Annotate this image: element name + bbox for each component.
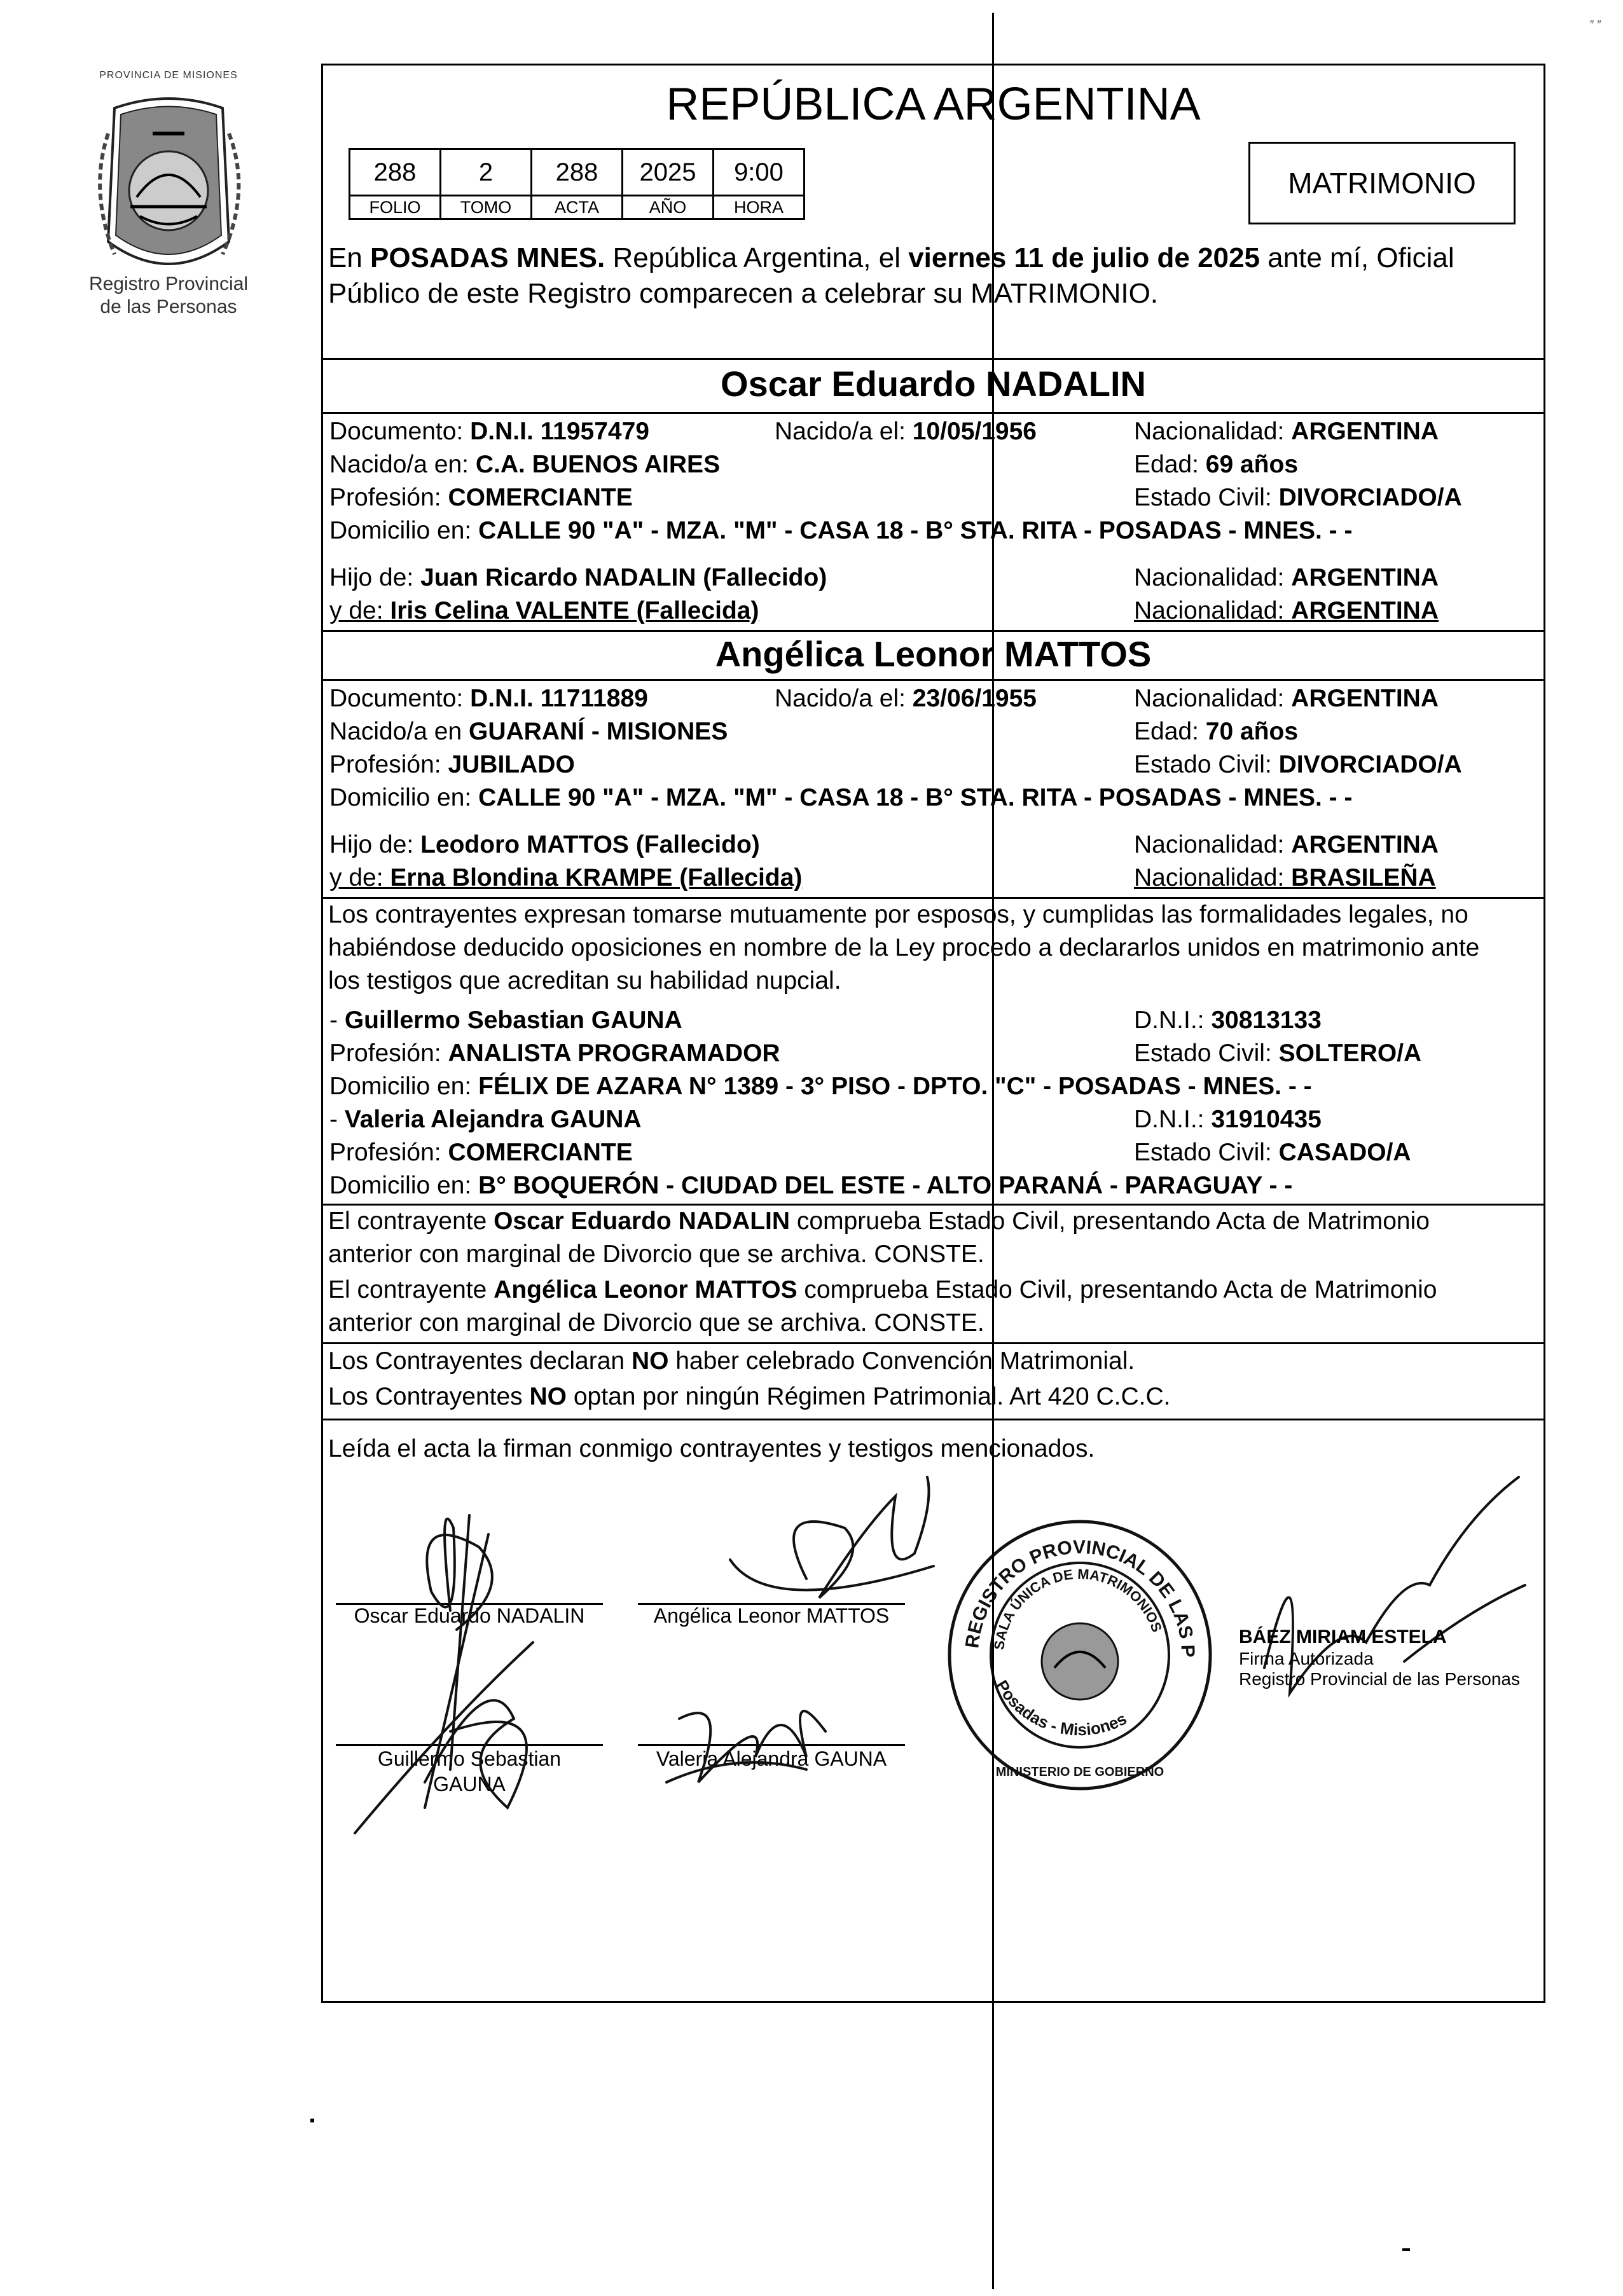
regime-line2: Los Contrayentes NO optan por ningún Régimen Patrimonial. Art 420 C.C.C. <box>328 1383 1171 1410</box>
regime-line1: Los Contrayentes declaran NO haber celebrado Convención Matrimonial. <box>328 1347 1135 1375</box>
margin-marks: ″ ″ <box>1590 18 1601 31</box>
spouse2-mother: y de: Erna Blondina KRAMPE (Fallecida) Nacionalidad: BRASILEÑA <box>329 864 1436 891</box>
stamp-ministry-text: MINISTERIO DE GOBIERNO <box>995 1765 1164 1779</box>
spouse1-row1: Documento: D.N.I. 11957479 Nacido/a el: 10/05/1956 Nacionalidad: ARGENTINA <box>329 418 1439 445</box>
witness1-signature <box>425 1700 527 1808</box>
spouse2-address: Domicilio en: CALLE 90 "A" - MZA. "M" - CASA 18 - B° STA. RITA - POSADAS - MNES. - - <box>329 784 1353 811</box>
hour-value: 9:00 <box>714 149 805 196</box>
stamp-inner-text: SALA ÚNICA DE MATRIMONIOS <box>991 1565 1165 1651</box>
proof1-line1: El contrayente Oscar Eduardo NADALIN comprueba Estado Civil, presentando Acta de Matrimonio <box>328 1207 1430 1235</box>
spouse2-dni: D.N.I. 11711889 <box>470 685 648 712</box>
record-type-box: MATRIMONIO <box>1248 142 1516 224</box>
stray-mark <box>310 2119 314 2122</box>
certificate-frame <box>321 64 1545 2003</box>
province-seal-icon <box>70 95 267 286</box>
fold-line <box>992 13 994 2289</box>
witness2-dni: 31910435 <box>1211 1106 1322 1133</box>
seal-text: PROVINCIA DE MISIONES <box>99 70 238 81</box>
hour-label: HORA <box>714 196 805 219</box>
spouse2-birthplace: GUARANÍ - MISIONES <box>468 718 728 745</box>
spouse2-signature <box>794 1477 929 1598</box>
spouse2-row3: Profesión: JUBILADO Estado Civil: DIVORCIADO/A <box>329 751 1462 778</box>
stamp-icon <box>940 1515 1220 1795</box>
spouse2-father: Hijo de: Leodoro MATTOS (Fallecido) Nacionalidad: ARGENTINA <box>329 831 1439 858</box>
rule <box>323 358 1544 360</box>
spouse1-birthdate: 10/05/1956 <box>912 418 1037 445</box>
folio-value: 288 <box>350 149 441 196</box>
tomo-value: 2 <box>441 149 532 196</box>
intro-line2: Público de este Registro comparecen a celebrar su MATRIMONIO. <box>328 278 1159 309</box>
spouse2-birthdate: 23/06/1955 <box>912 685 1037 712</box>
registry-logo <box>70 70 267 331</box>
intro-line1: En POSADAS MNES. República Argentina, el viernes 11 de julio de 2025 ante mí, Oficial <box>328 242 1454 273</box>
spouse1-signature-caption: Oscar Eduardo NADALIN <box>354 1604 585 1627</box>
stamp-place-text: Posadas - Misiones <box>992 1677 1130 1740</box>
spouse2-profession: JUBILADO <box>448 751 575 778</box>
rule <box>323 630 1544 632</box>
year-value: 2025 <box>623 149 714 196</box>
acta-label: ACTA <box>532 196 623 219</box>
witness1-name: - Guillermo Sebastian GAUNA D.N.I.: 30813133 <box>329 1007 1322 1034</box>
spouse1-age: 69 años <box>1205 451 1299 478</box>
witness2-signature-caption: Valeria Alejandra GAUNA <box>656 1747 887 1770</box>
declaration-line2: habiéndose deducido oposiciones en nombre de la Ley procedo a declararlos unidos en matrimonio ante <box>328 934 1480 961</box>
spouse1-dni: D.N.I. 11957479 <box>470 418 649 445</box>
rule <box>323 1342 1544 1344</box>
witness1-signature-caption-line1: Guillermo Sebastian <box>377 1747 562 1770</box>
logo-caption-line2: de las Personas <box>100 296 237 317</box>
spouse2-age: 70 años <box>1205 718 1299 745</box>
intro-place: POSADAS MNES. <box>370 242 605 273</box>
spouse1-mother: y de: Iris Celina VALENTE (Fallecida) Nacionalidad: ARGENTINA <box>329 597 1439 624</box>
spouse2-row1: Documento: D.N.I. 11711889 Nacido/a el: 23/06/1955 Nacionalidad: ARGENTINA <box>329 685 1439 712</box>
spouse2-name: Angélica Leonor MATTOS <box>715 634 1152 674</box>
declaration-line3: los testigos que acreditan su habilidad nupcial. <box>328 967 841 994</box>
witness1-dni: 30813133 <box>1211 1007 1322 1034</box>
intro-date: viernes 11 de julio de 2025 <box>908 242 1260 273</box>
witness2-profession: Profesión: COMERCIANTE Estado Civil: CASADO/A <box>329 1139 1411 1166</box>
page-title: REPÚBLICA ARGENTINA <box>666 79 1201 130</box>
spouse1-row3: Profesión: COMERCIANTE Estado Civil: DIVORCIADO/A <box>329 484 1462 511</box>
official-stamp <box>940 1515 1220 1795</box>
ledger-table <box>349 148 805 220</box>
stamp-outer-text: REGISTRO PROVINCIAL DE LAS P <box>962 1536 1199 1658</box>
stray-mark <box>1402 2248 1410 2251</box>
spouse2-row2: Nacido/a en GUARANÍ - MISIONES Edad: 70 años <box>329 718 1299 745</box>
proof1-line2: anterior con marginal de Divorcio que se archiva. CONSTE. <box>328 1241 984 1268</box>
tomo-label: TOMO <box>441 196 532 219</box>
spouse1-profession: COMERCIANTE <box>448 484 633 511</box>
declaration-line1: Los contrayentes expresan tomarse mutuamente por esposos, y cumplidas las formalidades legales, no <box>328 901 1468 928</box>
spouse1-father: Hijo de: Juan Ricardo NADALIN (Fallecido) Nacionalidad: ARGENTINA <box>329 564 1439 591</box>
spouse1-birthplace: C.A. BUENOS AIRES <box>475 451 721 478</box>
witness2-address: Domicilio en: B° BOQUERÓN - CIUDAD DEL ESTE - ALTO PARANÁ - PARAGUAY - - <box>329 1172 1293 1199</box>
spouse2-civil-status: DIVORCIADO/A <box>1278 751 1462 778</box>
acta-value: 288 <box>532 149 623 196</box>
witness1-signature-caption-line2: GAUNA <box>433 1773 506 1796</box>
spouse2-signature-caption: Angélica Leonor MATTOS <box>653 1604 890 1627</box>
year-label: AÑO <box>623 196 714 219</box>
witness2-name: - Valeria Alejandra GAUNA D.N.I.: 31910435 <box>329 1106 1322 1133</box>
witness2-signature <box>679 1711 825 1782</box>
rule <box>323 1419 1544 1420</box>
spouse1-civil-status: DIVORCIADO/A <box>1278 484 1462 511</box>
witness1-profession: Profesión: ANALISTA PROGRAMADOR Estado Civil: SOLTERO/A <box>329 1040 1422 1067</box>
proof2-line2: anterior con marginal de Divorcio que se archiva. CONSTE. <box>328 1309 984 1337</box>
rule <box>323 412 1544 414</box>
folio-label: FOLIO <box>350 196 441 219</box>
logo-caption-line1: Registro Provincial <box>88 273 249 294</box>
witness1-address: Domicilio en: FÉLIX DE AZARA N° 1389 - 3° PISO - DPTO. "C" - POSADAS - MNES. - - <box>329 1073 1312 1100</box>
spouse1-address: Domicilio en: CALLE 90 "A" - MZA. "M" - CASA 18 - B° STA. RITA - POSADAS - MNES. - - <box>329 517 1353 544</box>
spouse1-name: Oscar Eduardo NADALIN <box>721 364 1146 404</box>
spouse1-row2: Nacido/a en: C.A. BUENOS AIRES Edad: 69 años <box>329 451 1299 478</box>
official-title: Firma Autorizada <box>1239 1649 1374 1668</box>
spouse1-nationality: ARGENTINA <box>1291 418 1439 445</box>
proof2-line1: El contrayente Angélica Leonor MATTOS comprueba Estado Civil, presentando Acta de Matrimonio <box>328 1276 1437 1303</box>
closing-text: Leída el acta la firman conmigo contrayentes y testigos mencionados. <box>328 1435 1095 1462</box>
spouse1-signature <box>427 1519 492 1630</box>
official-name: BÁEZ MIRIAM ESTELA <box>1239 1626 1447 1647</box>
official-office: Registro Provincial de las Personas <box>1239 1669 1520 1689</box>
spouse2-nationality: ARGENTINA <box>1291 685 1439 712</box>
rule <box>323 679 1544 681</box>
